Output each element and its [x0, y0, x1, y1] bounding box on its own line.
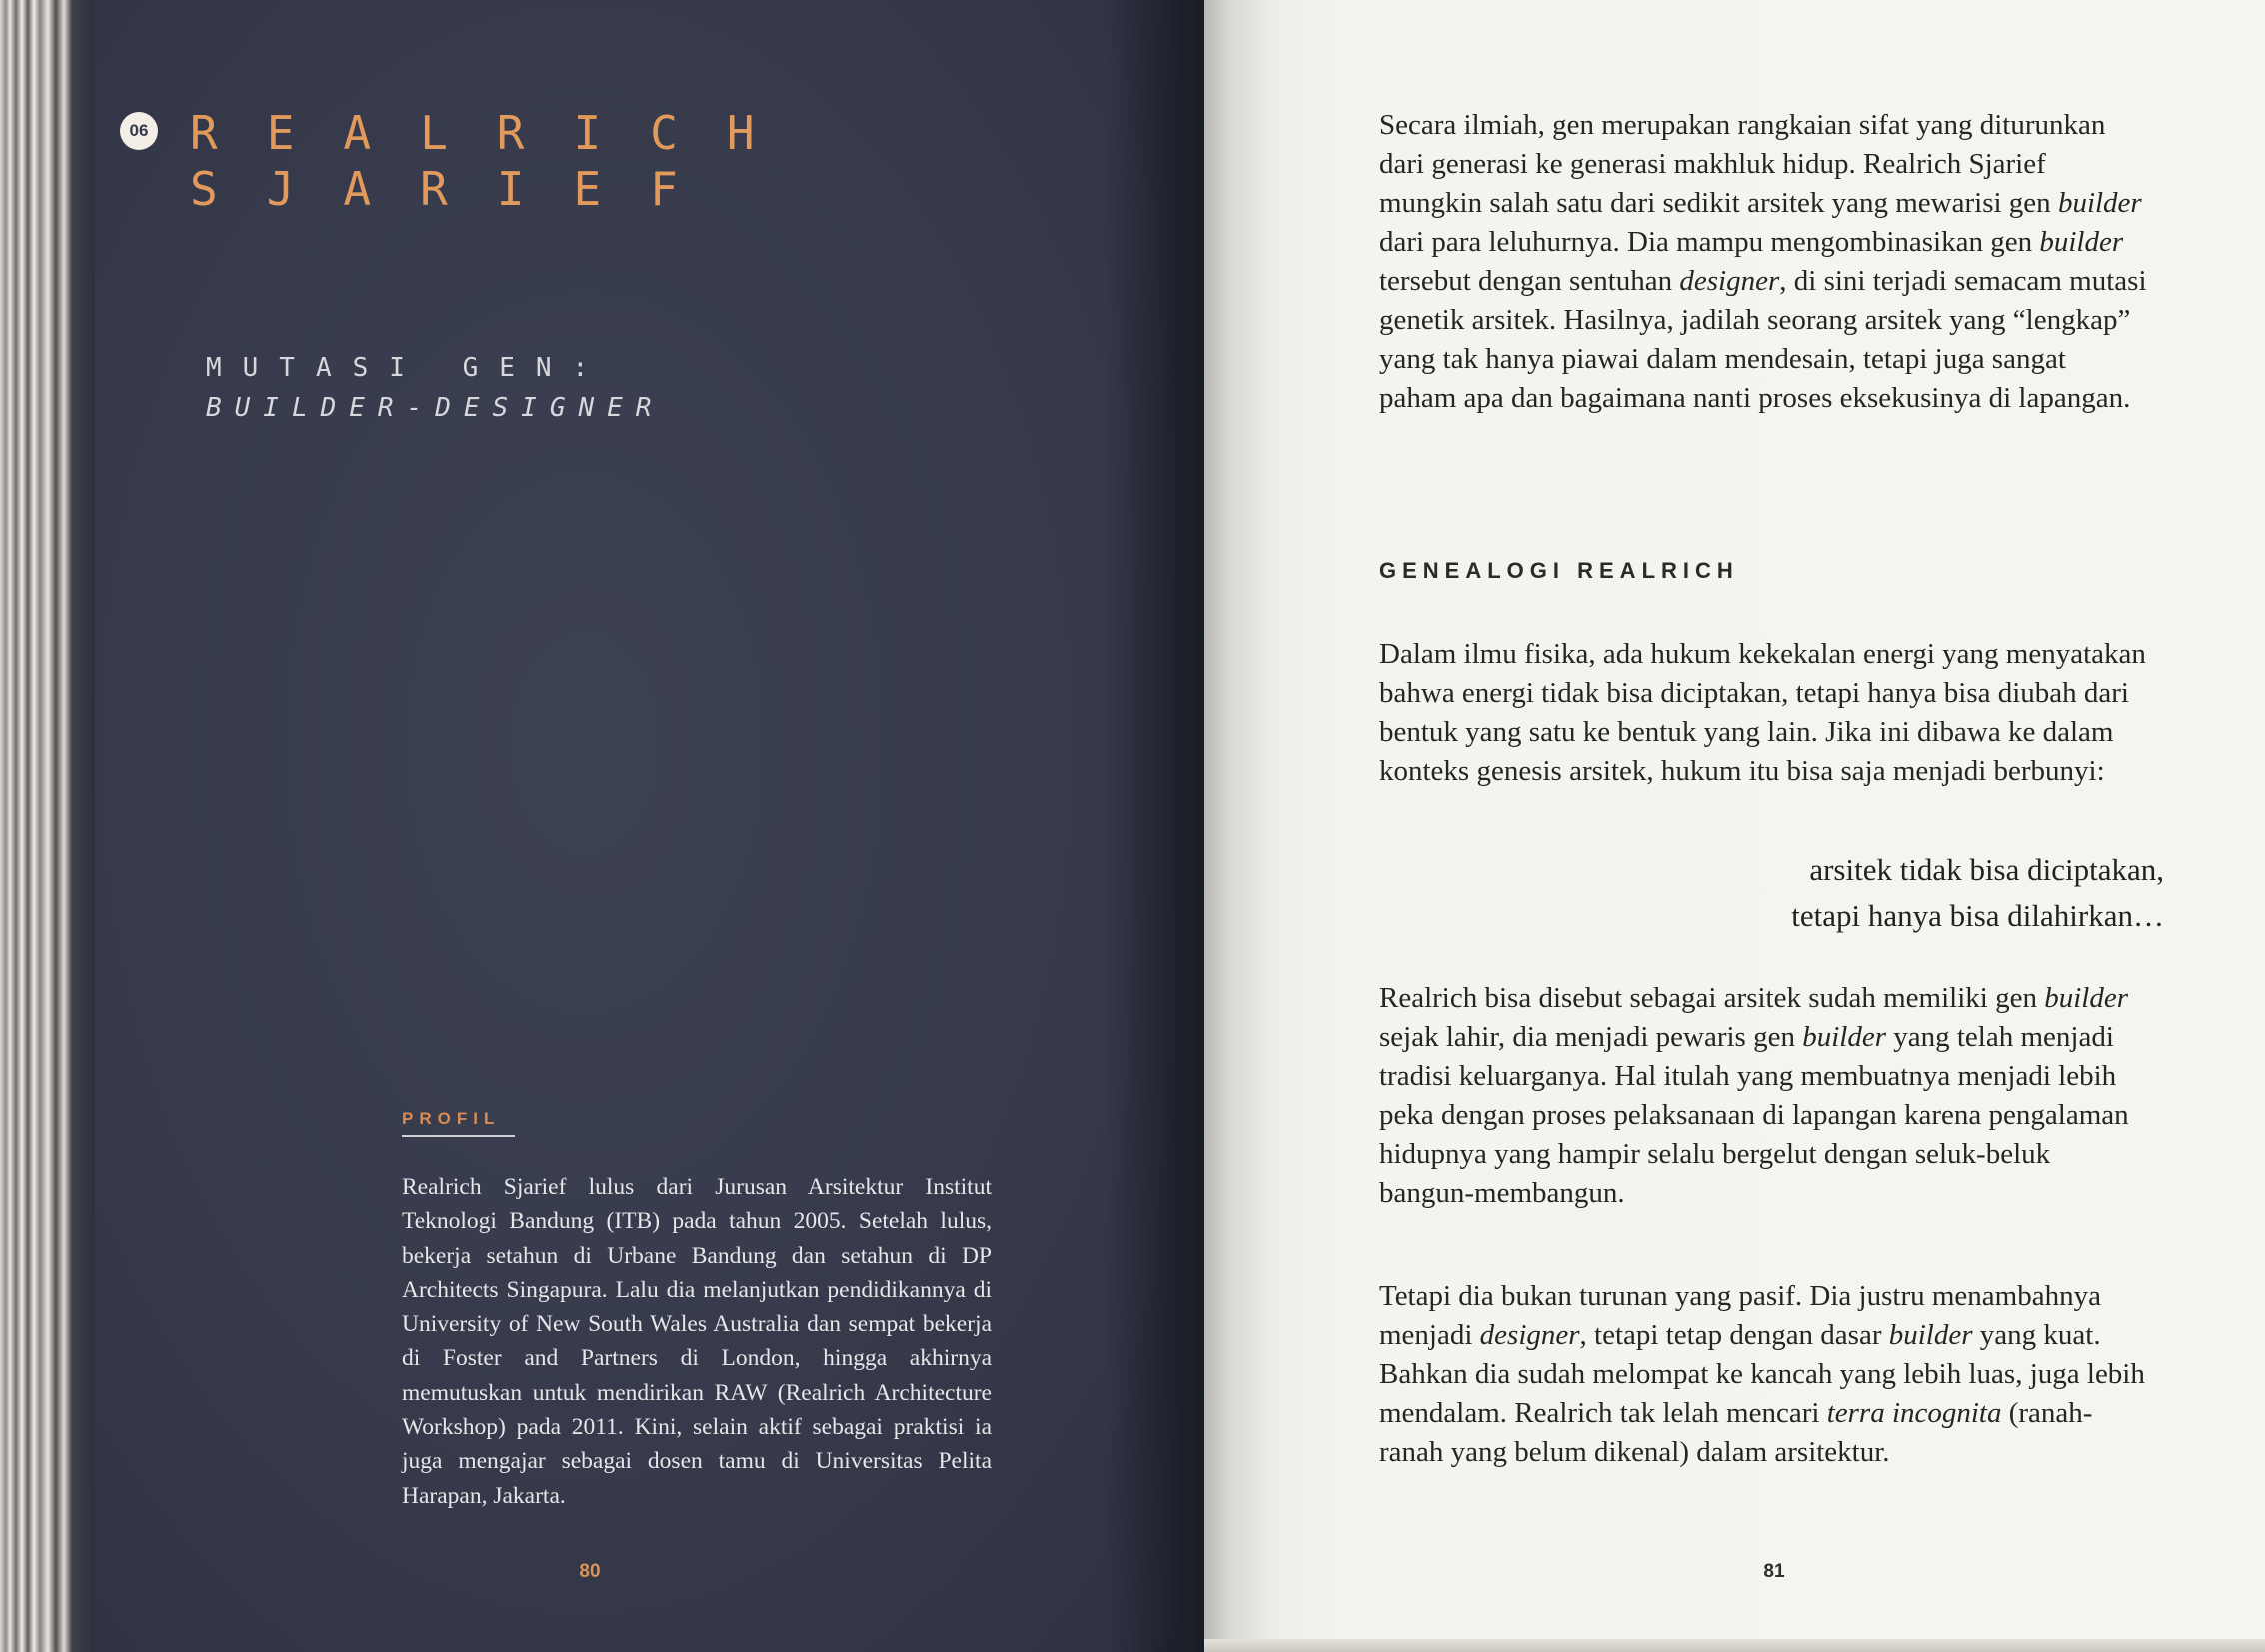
- italic-term: designer: [1479, 1319, 1580, 1351]
- profile-heading-underline: [402, 1135, 515, 1137]
- pull-quote: [1599, 847, 2164, 939]
- profile-heading: PROFIL: [402, 1109, 501, 1128]
- italic-term: builder: [1802, 1021, 1886, 1053]
- page-number-left: 80: [579, 1561, 601, 1582]
- italic-term: builder: [2039, 226, 2124, 258]
- paragraph-2: Dalam ilmu fisika, ada hukum kekekalan energi yang menyatakan bahwa energi tidak bisa diciptakan, tetapi hanya bisa diubah dari bentuk yang satu ke bentuk yang lain. Jika ini dibawa ke dalam konteks genesis arsitek, hukum itu bisa saja menjadi berbunyi:: [1379, 638, 2146, 787]
- profile-text: Realrich Sjarief lulus dari Jurusan Arsitektur Institut Teknologi Bandung (ITB) pada tahun 2005. Setelah lulus, bekerja setahun di Urbane Bandung dan setahun di DP Architects Singapura. Lalu dia melanjutkan pendidikannya di University of New South Wales Australia dan sempat bekerja di Foster and Partners di London, hingga akhirnya memutuskan untuk mendirikan RAW (Realrich Architecture Workshop) pada 2011. Kini, selain aktif sebagai praktisi ia juga mengajar sebagai dosen tamu di Universitas Pelita Harapan, Jakarta.: [402, 1174, 992, 1509]
- page-bottom-edge: [1204, 1639, 2265, 1652]
- pull-quote-line-1: arsitek tidak bisa diciptakan,: [1809, 852, 2164, 887]
- paragraph-4: Tetapi dia bukan turunan yang pasif. Dia justru menambahnya menjadi designer, tetapi tetap dengan dasar builder yang kuat. Bahkan dia sudah melompat ke kancah yang lebih luas, juga lebih mendalam. Realrich tak lelah mencari terra incognita (ranah-ranah yang belum dikenal) dalam arsitektur.: [1379, 1280, 2145, 1468]
- paragraph-3: Realrich bisa disebut sebagai arsitek sudah memiliki gen builder sejak lahir, dia menjadi pewaris gen builder yang telah menjadi tradisi keluarganya. Hal itulah yang membuatnya menjadi lebih peka dengan proses pelaksanaan di lapangan karena pengalaman hidupnya yang hampir selalu bergelut dengan seluk-beluk bangun-membangun.: [1379, 982, 2129, 1209]
- paragraph-1: Secara ilmiah, gen merupakan rangkaian sifat yang diturunkan dari generasi ke generasi makhluk hidup. Realrich Sjarief mungkin salah satu dari sedikit arsitek yang mewarisi gen builder dari para leluhurnya. Dia mampu mengombinasikan gen builder tersebut dengan sentuhan designer, di sini terjadi semacam mutasi genetik arsitek. Hasilnya, jadilah seorang arsitek yang “lengkap” yang tak hanya piawai dalam mendesain, tetapi juga sangat paham apa dan bagaimana nanti proses eksekusinya di lapangan.: [1379, 109, 2147, 414]
- italic-term: builder: [2057, 187, 2142, 219]
- page-edges: [0, 0, 95, 1652]
- italic-term: builder: [1888, 1319, 1973, 1351]
- italic-term: builder: [2044, 982, 2128, 1014]
- section-heading: GENEALOGI REALRICH: [1379, 558, 1739, 583]
- page-number-right: 81: [1763, 1561, 1785, 1582]
- chapter-title-line-1: REALRICH: [190, 106, 804, 160]
- chapter-subtitle-line-1: MUTASI GEN:: [206, 353, 610, 383]
- chapter-number-badge: 06: [120, 112, 158, 150]
- chapter-subtitle-line-2: BUILDER-DESIGNER: [206, 393, 665, 423]
- italic-term: designer: [1679, 265, 1780, 297]
- italic-term: terra incognita: [1826, 1397, 2002, 1429]
- pull-quote-line-2: tetapi hanya bisa dilahirkan…: [1791, 898, 2164, 933]
- chapter-title-line-2: SJARIEF: [190, 162, 727, 216]
